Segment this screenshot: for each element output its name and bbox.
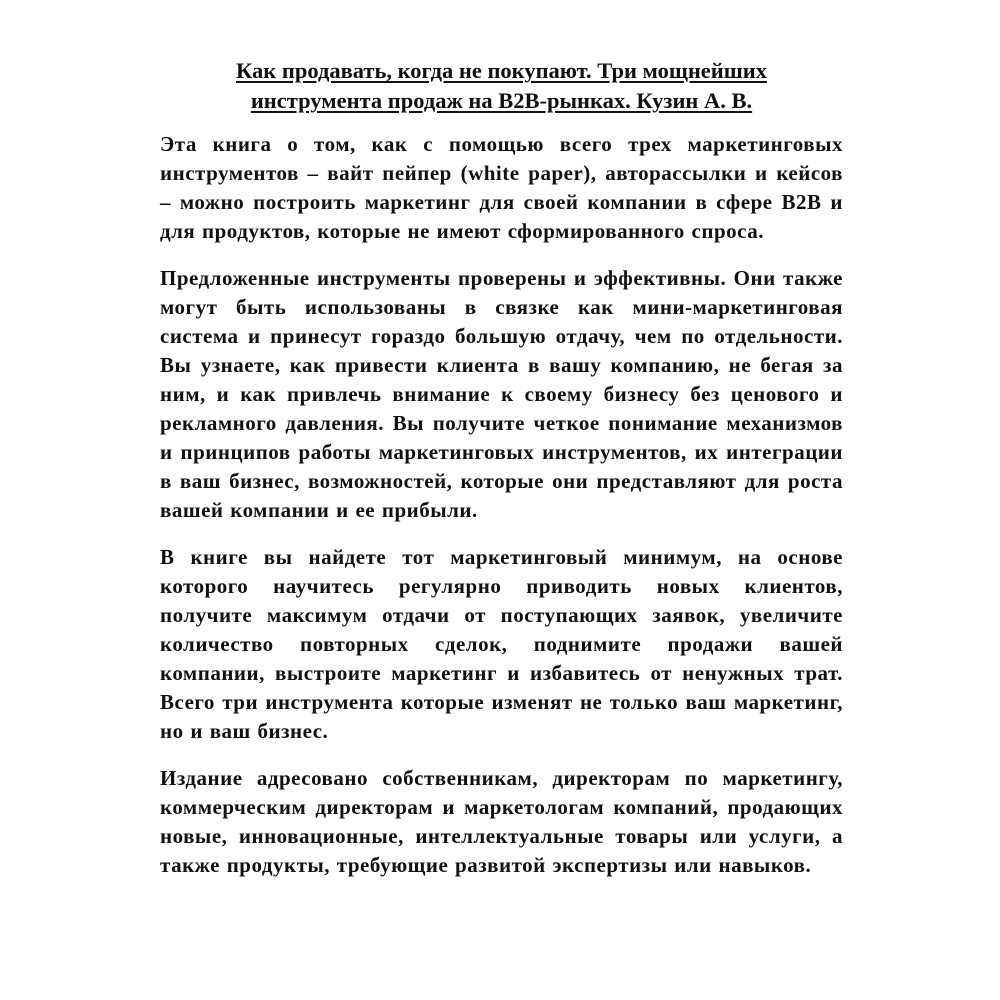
paragraph-benefits: В книге вы найдете тот маркетинговый минимум, на основе которого научитесь регулярно приводить новых клиентов, получите максимум отдачи от поступающих заявок, увеличите количество повторных сделок, поднимите продажи вашей компании, выстроите маркетинг и избавитесь от ненужных трат. Всего три инструмента которые изменят не только ваш маркетинг, но и ваш бизнес. <box>160 545 843 743</box>
document-title <box>160 56 843 116</box>
title-line-1: Как продавать, когда не покупают. Три мощнейших <box>236 58 767 83</box>
title-line-2: инструмента продаж на B2B-рынках. Кузин А. В. <box>250 88 753 113</box>
paragraph-intro: Эта книга о том, как с помощью всего трех маркетинговых инструментов – вайт пейпер (white paper), авторассылки и кейсов – можно построить маркетинг для своей компании в сфере B2B и для продуктов, которые не имеют сформированного спроса. <box>160 132 843 243</box>
document-body <box>160 130 843 880</box>
document-page <box>160 56 843 898</box>
paragraph-tools: Предложенные инструменты проверены и эффективны. Они также могут быть использованы в связке как мини-маркетинговая система и принесут гораздо большую отдачу, чем по отдельности. Вы узнаете, как привести клиента в вашу компанию, не бегая за ним, и как привлечь внимание к своему бизнесу без ценового и рекламного давления. Вы получите четкое понимание механизмов и принципов работы маркетинговых инструментов, их интеграции в ваш бизнес, возможностей, которые они представляют для роста вашей компании и ее прибыли. <box>160 266 843 522</box>
paragraph-audience: Издание адресовано собственникам, директорам по маркетингу, коммерческим директорам и маркетологам компаний, продающих новые, инновационные, интеллектуальные товары или услуги, а также продукты, требующие развитой экспертизы или навыков. <box>160 766 843 877</box>
